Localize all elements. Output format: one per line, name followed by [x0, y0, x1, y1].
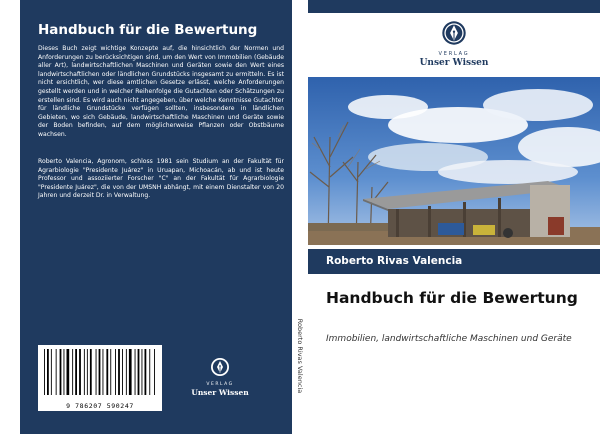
front-title: Handbuch für die Bewertung — [326, 289, 578, 307]
publisher-verlag-label: VERLAG — [438, 51, 470, 57]
publisher-logo-back — [182, 357, 258, 397]
front-top-bar — [308, 0, 600, 13]
spine-author: Roberto Rivas Valencia — [296, 318, 304, 394]
spine — [292, 0, 308, 434]
fountain-pen-nib-icon — [210, 357, 230, 377]
barcode-icon — [38, 345, 162, 403]
fountain-pen-nib-icon — [441, 20, 467, 46]
cover-photo-farm-shed — [308, 77, 600, 245]
front-subtitle: Immobilien, landwirtschaftliche Maschinen und Geräte — [326, 334, 572, 344]
publisher-verlag-label: VERLAG — [206, 382, 234, 387]
publisher-name: Unser Wissen — [419, 58, 489, 68]
author-biography: Roberto Valencia, Agronom, schloss 1981 sein Studium an der Fakultät für Agrarbiologie "Presidente Juárez" in Uruapan, Michoacán, ab und ist heute Professor und assoziierter Forscher "C" an der Fakultät für Agrarbiologie "Presidente Juárez", die von der UMSNH abhängt, mit einem Dienstalter von 20 Jahren und derzeit Dr. in Verwaltung. — [38, 158, 284, 200]
publisher-logo-front — [404, 20, 504, 68]
isbn-number: 9 786207 590247 — [66, 402, 134, 410]
publisher-name: Unser Wissen — [191, 388, 249, 397]
isbn-barcode — [38, 345, 162, 411]
back-cover — [20, 0, 292, 434]
front-author: Roberto Rivas Valencia — [326, 255, 463, 267]
front-author-bar — [308, 249, 600, 274]
front-cover — [308, 0, 600, 434]
back-cover-blurb: Dieses Buch zeigt wichtige Konzepte auf, die hinsichtlich der Normen und Anforderungen zu berücksichtigen sind, um den Wert von Immobilien (Gebäude aller Art), landwirtschaftlichen Maschinen und Geräten sowie den Wert eines landwirtschaftlichen oder ländlichen Grundstücks insgesamt zu ermitteln. Es ist nicht ersichtlich, wer diese amtlichen Gesetze erlässt, welche Anforderungen gestellt werden und in welcher Reihenfolge die Gutachten oder Schätzungen zu erstellen sind. Es wird auch nicht angegeben, über welche Kenntnisse Gutachter für ländliche Grundstücke verfügen sollten, insbesondere in ländlichen Gebieten, wo sich Gebäude, landwirtschaftliche Maschinen und Geräte sowie der Boden befinden, auf dem möglicherweise Pflanzen oder Obstbäume wachsen. — [38, 45, 284, 138]
back-cover-title: Handbuch für die Bewertung — [38, 22, 258, 38]
